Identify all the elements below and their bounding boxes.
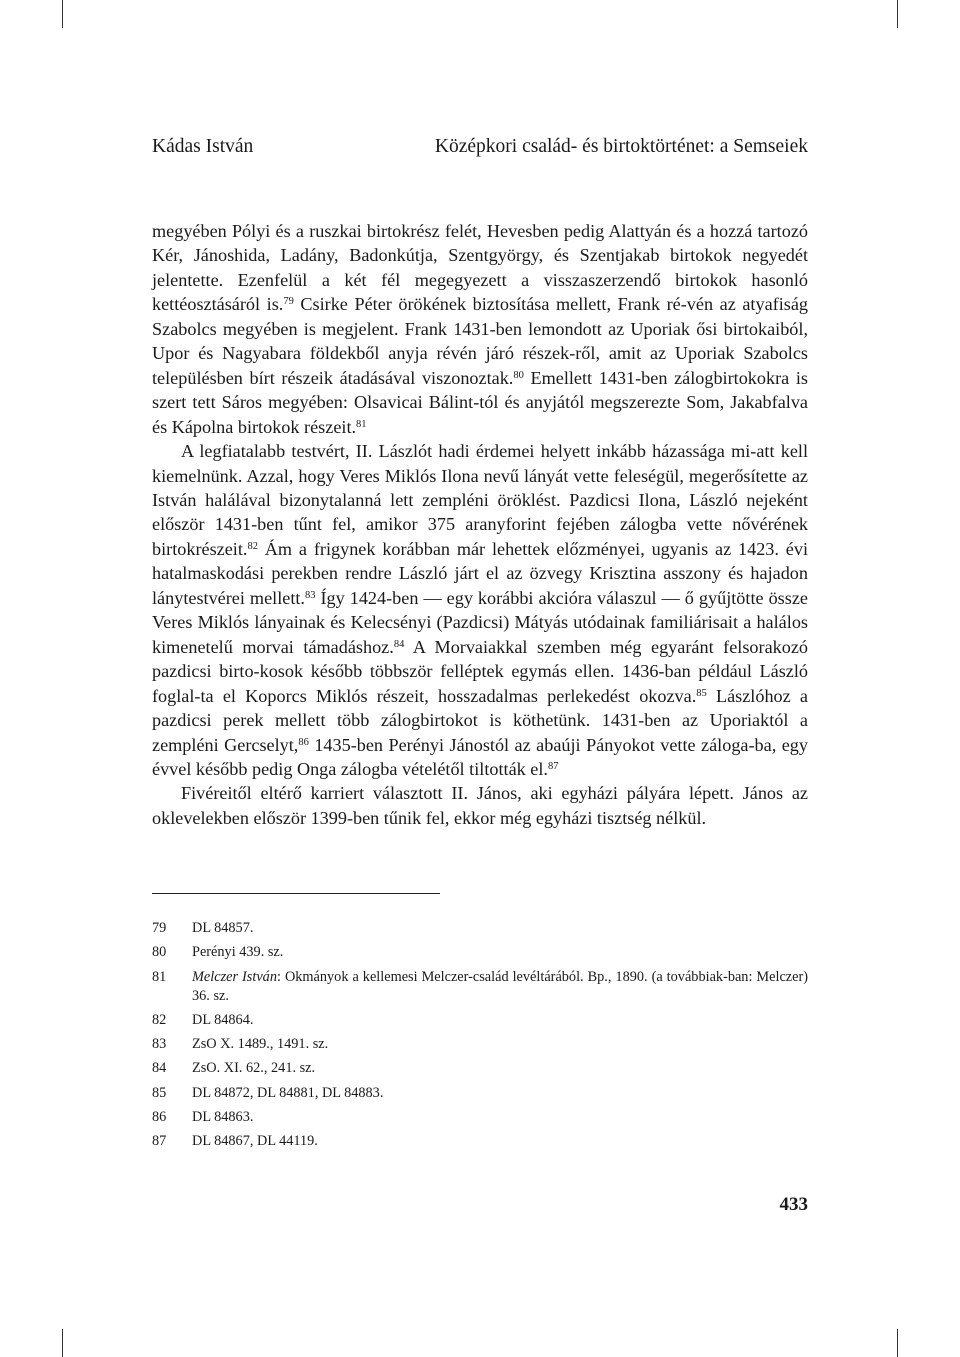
footnote-ref-84[interactable]: 84 — [393, 638, 405, 650]
footnote — [152, 1084, 808, 1103]
footnote-ref-85[interactable]: 85 — [696, 687, 707, 699]
footnote-number: 82 — [152, 1011, 167, 1028]
crop-mark — [62, 1329, 63, 1357]
footnote-ref-80[interactable]: 80 — [513, 369, 524, 381]
footnote-number: 80 — [152, 944, 167, 961]
crop-mark — [62, 0, 63, 28]
footnote-ref-83[interactable]: 83 — [304, 589, 316, 601]
footnote-text: DL 84872, DL 84881, DL 84883. — [192, 1084, 384, 1101]
footnote — [152, 1132, 808, 1151]
footnote — [152, 919, 808, 938]
body-text — [152, 219, 808, 830]
footnote-ref-87[interactable]: 87 — [547, 760, 559, 772]
footnote-number: 83 — [152, 1036, 167, 1053]
footnote-number: 84 — [152, 1060, 167, 1077]
running-header — [152, 136, 808, 166]
paragraph-2: A legfiatalabb testvért, II. Lászlót hadi érdemei helyett inkább házassága mi-att kell kiemelnünk. Azzal, hogy Veres Miklós Ilona nevű lányát vette feleségül, megerősítette az István halálával bizonytalanná lett zempléni öröklést. Pazdicsi Ilona, László nejeként először 1431-ben tűnt fel, amikor 375 aranyforint fejében zálogba vette nővérének birtokrészeit.$^{82}$ Ám a frigynek korábban már lehettek előzményei, ugyanis az 1423. évi hatalmaskodási perekben rendre László járt el az özvegy Krisztina asszony és hajadon lánytestvérei mellett.$^{83}$ Így 1424-ben — egy korábbi akcióra válaszul — ő gyűjtötte össze Veres Miklós lányainak és Kelecsényi (Pazdicsi) Mátyás utódainak familiárisait a halálos kimenetelű morvai támadáshoz.$^{84}$ A Morvaiakkal szemben még egyaránt felsorakozó pazdicsi birto-kosok később többször felléptek egymás ellen. 1436-ban például László foglal-ta el Koporcs Miklós részeit, hosszadalmas perlekedést okozva.$^{85}$ Lászlóhoz a pazdicsi perek mellett több zálogbirtokot is köthetünk. 1431-ben az Uporiaktól a zempléni Gercselyt,$^{86}$ 1435-ben Perényi Jánostól az abaúji Pányokot vette záloga-ba, egy évvel később pedig Onga zálogba vételétől tiltották el.$^{87}$ — [152, 441, 808, 779]
footnote — [152, 1108, 808, 1127]
footnote-ref-81[interactable]: 81 — [356, 418, 367, 430]
page-number: 433 — [779, 1194, 808, 1215]
footnote-text: Melczer István: Okmányok a kellemesi Melczer-család levéltárából. Bp., 1890. (a továbbiak-ban: Melczer) 36. sz. — [192, 968, 809, 1004]
crop-mark — [897, 1329, 898, 1357]
footnote — [152, 1035, 808, 1054]
footnote-number: 79 — [152, 920, 167, 936]
crop-mark — [897, 0, 898, 28]
footnote-text: ZsO. XI. 62., 241. sz. — [192, 1060, 316, 1077]
paragraph-3: Fivéreitől eltérő karriert választott II. János, aki egyházi pályára lépett. János az oklevelekben először 1399-ben tűnik fel, ekkor még egyházi tisztség nélkül. — [152, 783, 808, 828]
footnote-author: Melczer István — [192, 968, 277, 985]
footnote — [152, 943, 808, 962]
footnotes — [152, 919, 808, 1157]
footnote-text: DL 84867, DL 44119. — [192, 1133, 318, 1150]
footnote-separator — [152, 893, 440, 894]
footnote — [152, 1011, 808, 1030]
footnote-number: 81 — [152, 968, 167, 985]
footnote-ref-79[interactable]: 79 — [283, 296, 294, 308]
footnote-ref-82[interactable]: 82 — [247, 540, 258, 552]
footnote — [152, 968, 808, 1006]
footnote-text: ZsO X. 1489., 1491. sz. — [192, 1036, 329, 1053]
footnote-text: DL 84857. — [192, 920, 254, 936]
footnote-text: DL 84864. — [192, 1011, 254, 1028]
footnote-text: Perényi 439. sz. — [192, 944, 284, 961]
paragraph-1: megyében Pólyi és a ruszkai birtokrész felét, Hevesben pedig Alattyán és a hozzá tartozó Kér, Jánoshida, Ladány, Badonkútja, Szentgyörgy, és Szentjakab birtokok negyedét jelentette. Ezenfelül a két fél megegyezett a visszaszerzendő birtokok hasonló kettéosztásáról is.$^{79}$ Csirke Péter örökének biztosítása mellett, Frank ré-vén az atyafiság Szabolcs megyében is megjelent. Frank 1431-ben lemondott az Uporiak ősi birtokaiból, Upor és Nagyabara földekből anyja révén járó részek-ről, amit az Uporiak Szabolcs településben bírt részeik átadásával viszonoztak.$^{80}$ Emellett 1431-ben zálogbirtokokra is szert tett Sáros megyében: Olsavicai Bálint-tól és anyjától megszerezte Som, Jakabfalva és Kápolna birtokok részeit.$^{81}$ — [152, 221, 808, 437]
footnote-number: 86 — [152, 1109, 167, 1126]
footnote — [152, 1059, 808, 1078]
header-title: Középkori család- és birtoktörténet: a Semseiek — [434, 136, 808, 157]
header-author: Kádas István — [152, 136, 254, 157]
footnote-number: 85 — [152, 1084, 167, 1101]
footnote-text: DL 84863. — [192, 1109, 254, 1126]
footnote-number: 87 — [152, 1133, 167, 1150]
footnote-ref-86[interactable]: 86 — [298, 736, 309, 748]
